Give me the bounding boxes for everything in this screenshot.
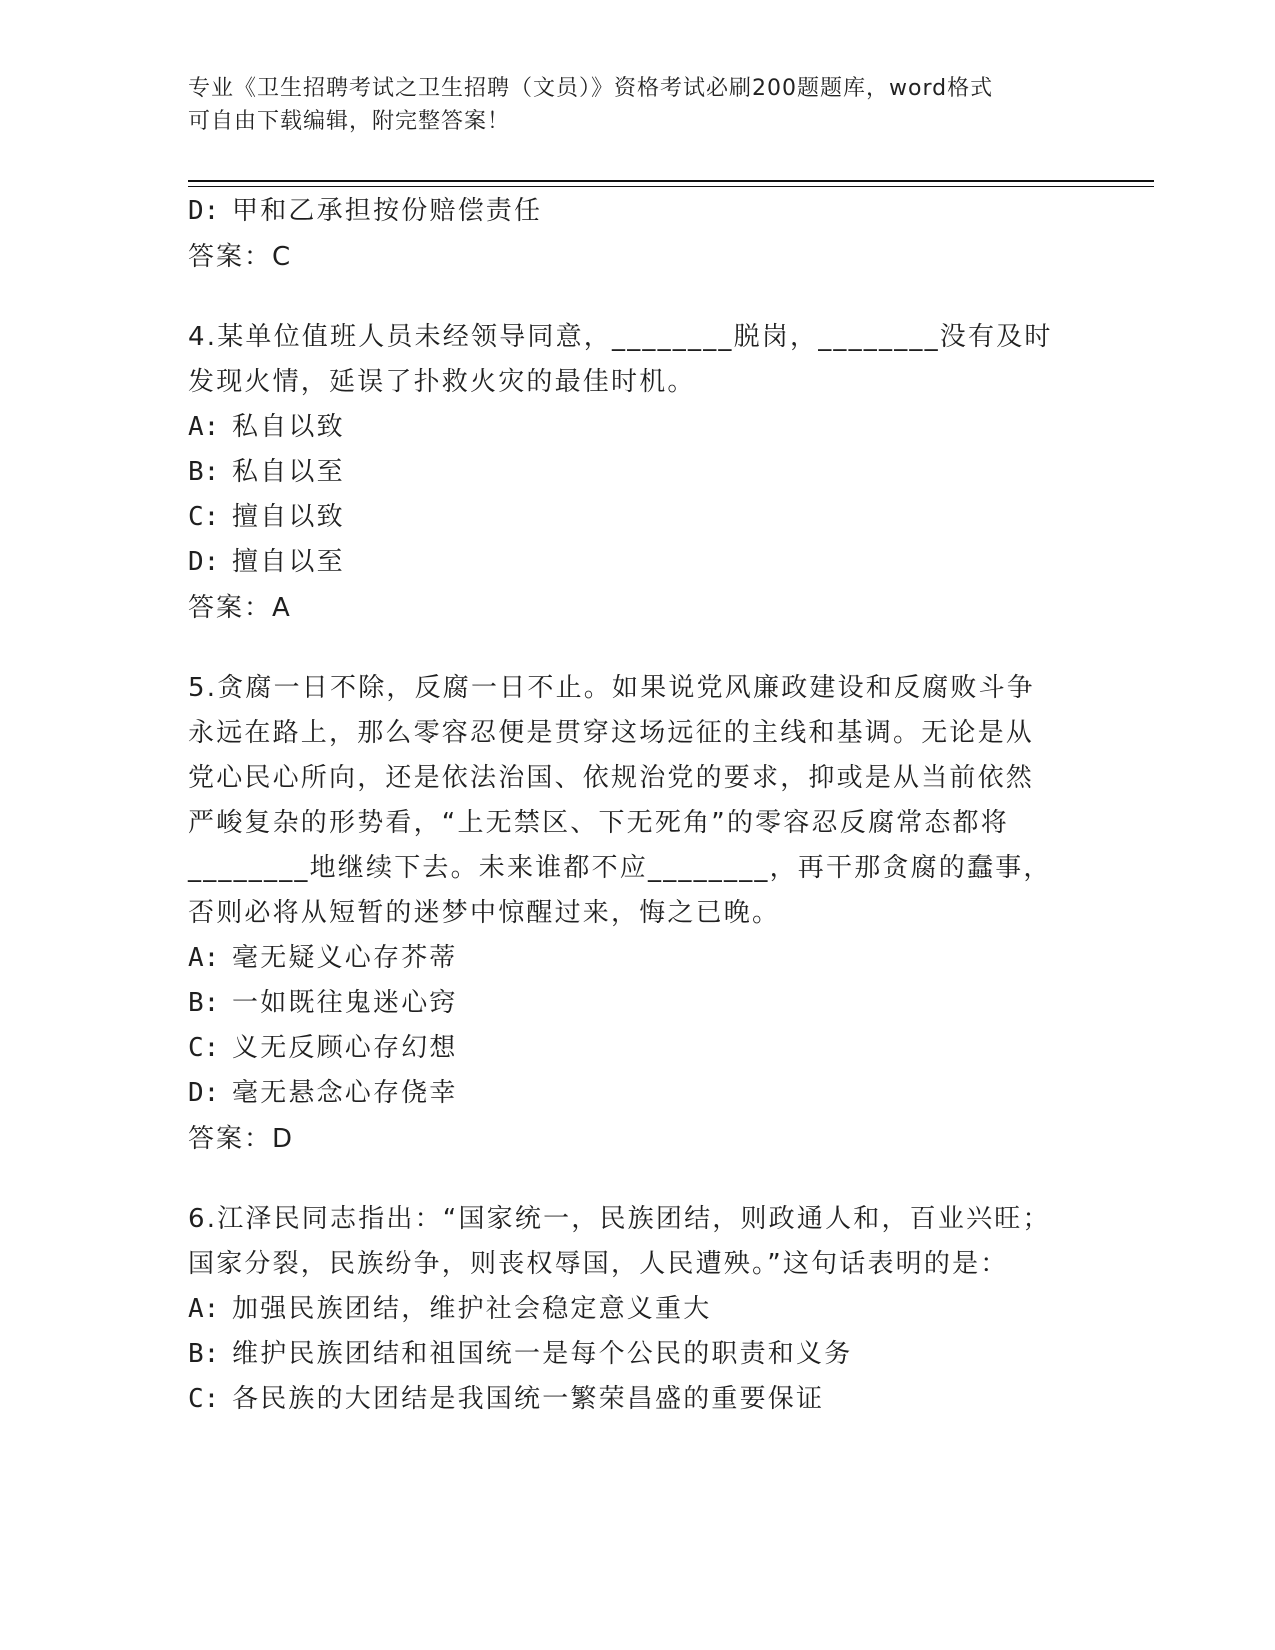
option-c [188, 495, 1088, 540]
option-key: A: [188, 412, 220, 442]
spacer [188, 1163, 1088, 1197]
question-5 [188, 666, 1088, 1163]
option-d [188, 540, 1088, 585]
option-key: C: [188, 1033, 220, 1063]
spacer [188, 281, 1088, 315]
question-4 [188, 315, 1088, 632]
option-d [188, 189, 1088, 234]
spacer [188, 632, 1088, 666]
option-text: 加强民族团结，维护社会稳定意义重大 [232, 1294, 712, 1324]
option-a [188, 405, 1088, 450]
question-line: ________地继续下去。未来谁都不应________，再干那贪腐的蠢事， [188, 853, 1052, 883]
option-b [188, 981, 1088, 1026]
question-line: 永远在路上，那么零容忍便是贯穿这场远征的主线和基调。无论是从 [188, 718, 1035, 748]
option-key: D: [188, 547, 220, 577]
answer: 答案：D [188, 1124, 295, 1154]
option-text: 义无反顾心存幻想 [232, 1033, 458, 1063]
option-text: 一如既往鬼迷心窍 [232, 988, 458, 1018]
option-key: C: [188, 502, 220, 532]
header-line-2: 可自由下载编辑，附完整答案！ [188, 109, 511, 134]
option-text: 各民族的大团结是我国统一繁荣昌盛的重要保证 [232, 1384, 825, 1414]
question-6 [188, 1197, 1088, 1422]
header-rule-thin [188, 186, 1154, 187]
option-c [188, 1377, 1088, 1422]
header-rule-thick [188, 180, 1154, 182]
question-line: 5.贪腐一日不除，反腐一日不止。如果说党风廉政建设和反腐败斗争 [188, 673, 1036, 703]
header-line-1: 专业《卫生招聘考试之卫生招聘（文员）》资格考试必刷200题题库，word格式 [188, 76, 994, 101]
option-a [188, 1287, 1088, 1332]
option-text: 甲和乙承担按份赔偿责任 [232, 196, 543, 226]
question-line: 6.江泽民同志指出：“国家统一，民族团结，则政通人和，百业兴旺； [188, 1204, 1051, 1234]
document-header [188, 72, 1088, 138]
option-key: D: [188, 196, 220, 226]
option-c [188, 1026, 1088, 1071]
option-key: A: [188, 943, 220, 973]
question-text [188, 666, 1088, 936]
option-text: 私自以致 [232, 412, 345, 442]
option-key: D: [188, 1078, 220, 1108]
option-b [188, 450, 1088, 495]
answer: 答案：C [188, 242, 293, 272]
option-text: 维护民族团结和祖国统一是每个公民的职责和义务 [232, 1339, 853, 1369]
option-a [188, 936, 1088, 981]
answer: 答案：A [188, 593, 292, 623]
question-line: 严峻复杂的形势看，“上无禁区、下无死角”的零容忍反腐常态都将 [188, 808, 1009, 838]
option-key: B: [188, 1339, 220, 1369]
question-line: 4.某单位值班人员未经领导同意，________脱岗，________没有及时 [188, 322, 1053, 352]
option-text: 擅自以至 [232, 547, 345, 577]
question-line: 发现火情，延误了扑救火灾的最佳时机。 [188, 367, 696, 397]
option-text: 私自以至 [232, 457, 345, 487]
option-text: 毫无疑义心存芥蒂 [232, 943, 458, 973]
option-key: B: [188, 457, 220, 487]
question-line: 党心民心所向，还是依法治国、依规治党的要求，抑或是从当前依然 [188, 763, 1035, 793]
question-line: 否则必将从短暂的迷梦中惊醒过来，悔之已晚。 [188, 898, 781, 928]
option-key: C: [188, 1384, 220, 1414]
document-body [188, 189, 1088, 1422]
question-text [188, 315, 1088, 405]
question-3-continued [188, 189, 1088, 281]
option-text: 擅自以致 [232, 502, 345, 532]
option-key: A: [188, 1294, 220, 1324]
option-key: B: [188, 988, 220, 1018]
option-d [188, 1071, 1088, 1116]
question-line: 国家分裂，民族纷争，则丧权辱国，人民遭殃。”这句话表明的是： [188, 1249, 1009, 1279]
option-b [188, 1332, 1088, 1377]
question-text [188, 1197, 1088, 1287]
option-text: 毫无悬念心存侥幸 [232, 1078, 458, 1108]
